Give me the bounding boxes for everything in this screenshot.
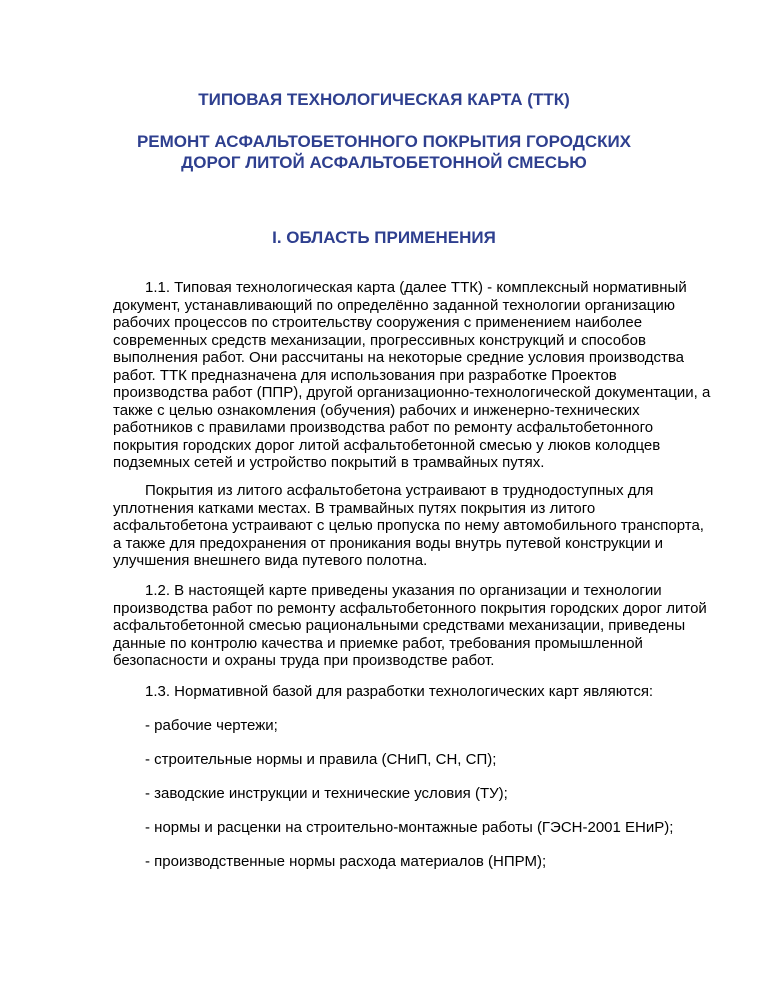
list-item: - нормы и расценки на строительно-монтажные работы (ГЭСН-2001 ЕНиР); bbox=[145, 819, 674, 836]
list-item: - заводские инструкции и технические условия (ТУ); bbox=[145, 785, 508, 802]
list-item: - строительные нормы и правила (СНиП, СН, СП); bbox=[145, 751, 497, 768]
document-subtitle bbox=[0, 131, 768, 173]
list-item: - рабочие чертежи; bbox=[145, 717, 278, 734]
paragraph-1-2: 1.2. В настоящей карте приведены указания по организации и технологии производства работ по ремонту асфальтобетонного покрытия городских дорог литой асфальтобетонной смесью рациональными средствами механизации, приведены данные по контролю качества и приемке работ, требования промышленной безопасности и охраны труда при производстве работ. bbox=[113, 582, 707, 669]
section-title: I. ОБЛАСТЬ ПРИМЕНЕНИЯ bbox=[272, 228, 496, 247]
paragraph-1-1: 1.1. Типовая технологическая карта (далее ТТК) - комплексный нормативный документ, устанавливающий по определённо заданной технологии организацию рабочих процессов по строительству сооружения с применением наиболее современных средств механизации, прогрессивных конструкций и способов выполнения работ. Они рассчитаны на некоторые средние условия производства работ. ТТК предназначена для использования при разработке Проектов производства работ (ППР), другой организационно-технологической документации, а также с целью ознакомления (обучения) рабочих и инженерно-технических работников с правилами производства работ по ремонту асфальтобетонного покрытия городских дорог литой асфальтобетонной смесью у люков колодцев подземных сетей и устройство покрытий в трамвайных путях. bbox=[113, 279, 711, 471]
paragraph-coatings: Покрытия из литого асфальтобетона устраивают в труднодоступных для уплотнения катками местах. В трамвайных путях покрытия из литого асфальтобетона устраивают с целью пропуска по нему автомобильного транспорта, а также для предохранения от проникания воды внутрь путевой конструкции и улучшения внешнего вида путевого полотна. bbox=[113, 482, 704, 569]
paragraph-1-3: 1.3. Нормативной базой для разработки технологических карт являются: bbox=[145, 683, 654, 700]
list-item: - производственные нормы расхода материалов (НПРМ); bbox=[145, 853, 547, 870]
subtitle-line-1: РЕМОНТ АСФАЛЬТОБЕТОННОГО ПОКРЫТИЯ ГОРОДСКИХ bbox=[136, 132, 632, 151]
document-title: ТИПОВАЯ ТЕХНОЛОГИЧЕСКАЯ КАРТА (ТТК) bbox=[198, 90, 570, 109]
subtitle-line-2: ДОРОГ ЛИТОЙ АСФАЛЬТОБЕТОННОЙ СМЕСЬЮ bbox=[181, 153, 587, 172]
